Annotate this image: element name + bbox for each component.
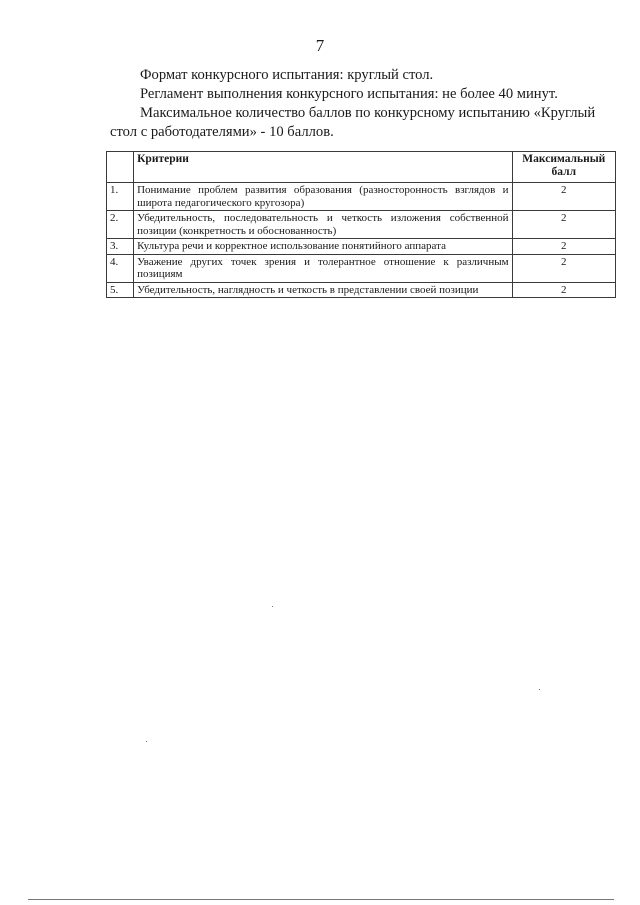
- table-row: [107, 282, 616, 298]
- table-row: [107, 239, 616, 255]
- header-number: [107, 152, 134, 183]
- scan-speck: [272, 606, 273, 607]
- row-score: 2: [512, 254, 615, 282]
- table-row: [107, 183, 616, 211]
- row-score: 2: [512, 239, 615, 255]
- row-score: 2: [512, 211, 615, 239]
- scan-speck: [146, 741, 147, 742]
- page-number: 7: [315, 36, 325, 55]
- row-score: 2: [512, 183, 615, 211]
- header-criteria: Критерии: [134, 152, 512, 183]
- scan-edge-line: [28, 899, 614, 900]
- row-number: 5.: [107, 282, 134, 298]
- table-row: [107, 254, 616, 282]
- table-row: [107, 211, 616, 239]
- row-number: 2.: [107, 211, 134, 239]
- regulation-paragraph: Регламент выполнения конкурсного испытания: не более 40 минут.: [140, 86, 558, 102]
- criteria-table: [106, 151, 616, 298]
- header-max-score: Максимальный балл: [512, 152, 615, 183]
- row-criterion: Уважение других точек зрения и толерантное отношение к различным позициям: [134, 254, 512, 282]
- row-score: 2: [512, 282, 615, 298]
- table-header-row: [107, 152, 616, 183]
- row-number: 1.: [107, 183, 134, 211]
- row-criterion: Убедительность, последовательность и четкость изложения собственной позиции (конкретность и обоснованность): [134, 211, 512, 239]
- format-paragraph: Формат конкурсного испытания: круглый стол.: [140, 67, 434, 83]
- max-points-paragraph-line2: стол с работодателями» - 10 баллов.: [110, 124, 334, 140]
- row-criterion: Понимание проблем развития образования (разносторонность взглядов и широта педагогического кругозора): [134, 183, 512, 211]
- row-number: 3.: [107, 239, 134, 255]
- max-points-paragraph-line1: Максимальное количество баллов по конкурсному испытанию «Круглый: [140, 105, 596, 121]
- row-criterion: Культура речи и корректное использование понятийного аппарата: [134, 239, 512, 255]
- scan-speck: [539, 689, 540, 690]
- row-number: 4.: [107, 254, 134, 282]
- row-criterion: Убедительность, наглядность и четкость в представлении своей позиции: [134, 282, 512, 298]
